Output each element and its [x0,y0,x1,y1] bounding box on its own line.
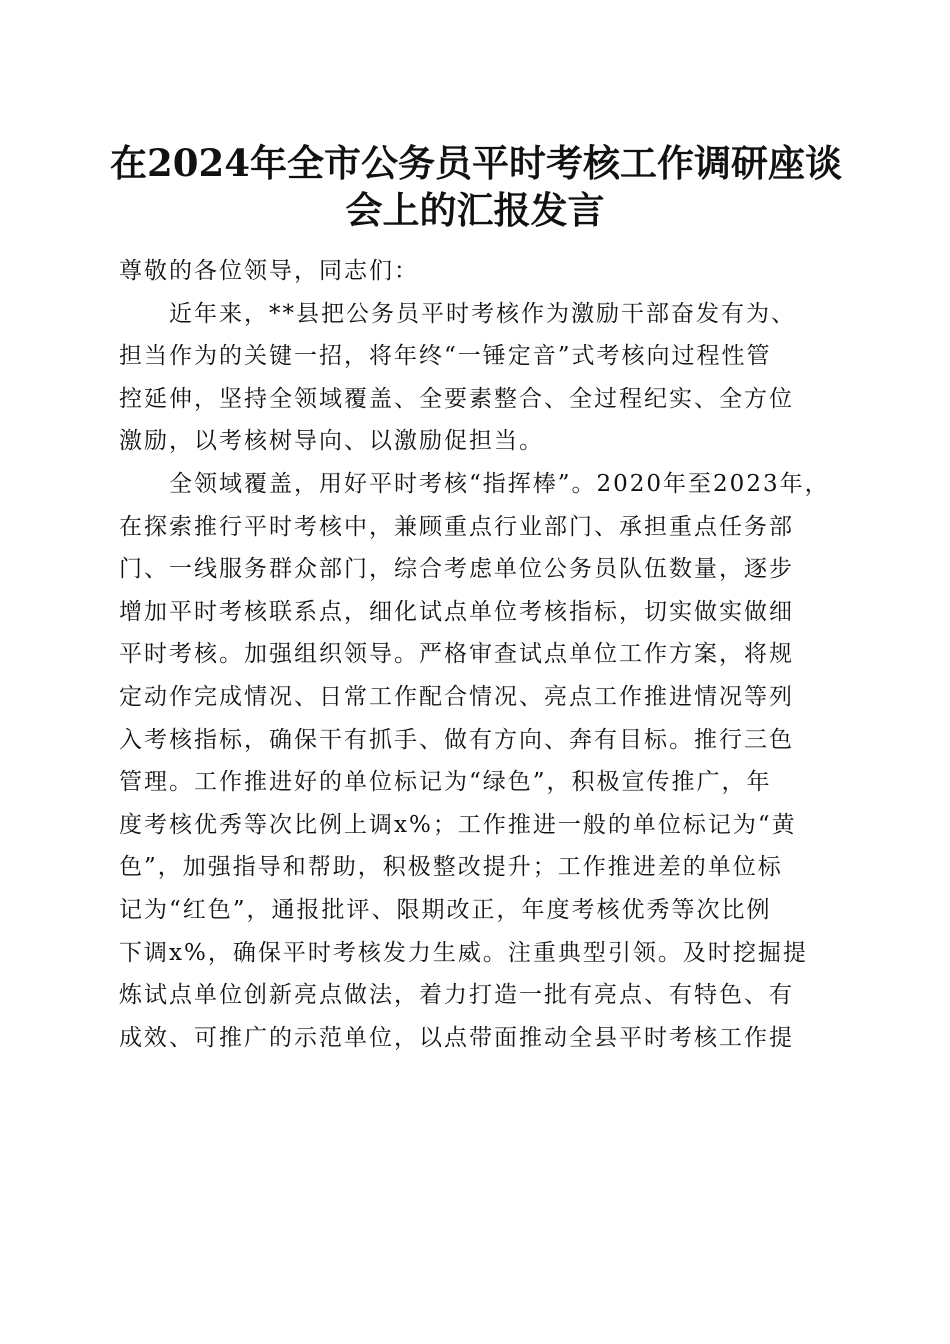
document-title [110,140,840,234]
paragraph-1-line: 激励，以考核树导向、以激励促担当。 [119,428,544,455]
paragraph-2-line: 全领域覆盖，用好平时考核“指挥棒”。2020年至2023年， [169,470,830,497]
paragraph-2-line: 成效、可推广的示范单位，以点带面推动全县平时考核工作提 [119,1024,794,1051]
paragraph-1-line: 控延伸，坚持全领域覆盖、全要素整合、全过程纪实、全方位 [119,385,794,412]
paragraph-2-line: 下调x%，确保平时考核发力生威。注重典型引领。及时挖掘提 [119,939,808,966]
paragraph-2-line: 管理。工作推进好的单位标记为“绿色”，积极宣传推广，年 [119,769,772,796]
paragraph-2-line: 平时考核。加强组织领导。严格审查试点单位工作方案，将规 [119,641,794,668]
paragraph-2-line: 门、一线服务群众部门，综合考虑单位公务员队伍数量，逐步 [119,556,794,583]
paragraph-1-line: 担当作为的关键一招，将年终“一锤定音”式考核向过程性管 [119,343,772,370]
paragraph-2-line: 入考核指标，确保干有抓手、做有方向、奔有目标。推行三色 [119,726,794,753]
title-line-2: 会上的汇报发言 [345,188,605,232]
paragraph-2-line: 度考核优秀等次比例上调x%；工作推进一般的单位标记为“黄 [119,811,797,838]
paragraph-2-line: 炼试点单位创新亮点做法，着力打造一批有亮点、有特色、有 [119,982,794,1009]
paragraph-2-line: 定动作完成情况、日常工作配合情况、亮点工作推进情况等列 [119,683,794,710]
title-line-1: 在2024年全市公务员平时考核工作调研座谈 [110,141,842,185]
paragraph-2-line: 色”，加强指导和帮助，积极整改提升；工作推进差的单位标 [119,854,783,881]
salutation: 尊敬的各位领导，同志们： [119,258,419,284]
paragraph-2-line: 在探索推行平时考核中，兼顾重点行业部门、承担重点任务部 [119,513,794,540]
document-body [119,250,829,1059]
paragraph-2-line: 记为“红色”，通报批评、限期改正，年度考核优秀等次比例 [119,896,772,923]
paragraph-1-line: 近年来，**县把公务员平时考核作为激励干部奋发有为、 [169,300,796,327]
paragraph-2-line: 增加平时考核联系点，细化试点单位考核指标，切实做实做细 [119,598,794,625]
